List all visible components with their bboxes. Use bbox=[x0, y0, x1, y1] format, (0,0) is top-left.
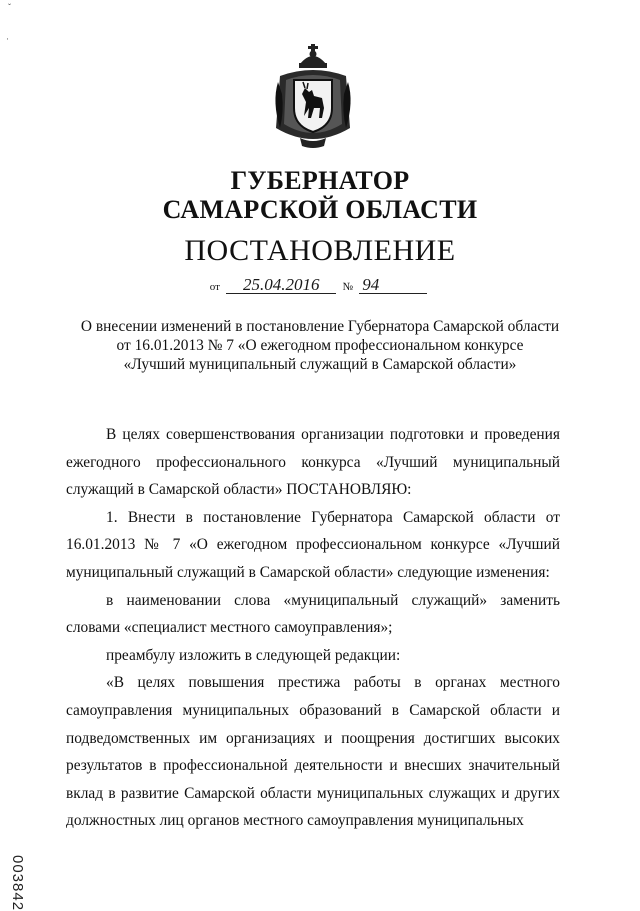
samara-coat-of-arms-icon bbox=[270, 42, 356, 152]
date-number-line bbox=[0, 277, 640, 294]
title-governor: ГУБЕРНАТОР bbox=[230, 166, 410, 195]
title-region: САМАРСКОЙ ОБЛАСТИ bbox=[162, 195, 478, 224]
body-paragraph: в наименовании слова «муниципальный служащий» заменить словами «специалист местного самоуправления»; bbox=[66, 591, 560, 637]
scan-speck: · bbox=[6, 34, 9, 44]
document-title bbox=[60, 317, 580, 374]
document-title-line: от 16.01.2013 № 7 «О ежегодном профессиональном конкурсе bbox=[116, 337, 524, 354]
scan-speck: ˇ bbox=[8, 2, 11, 12]
handwritten-date: 25.04.2016 bbox=[226, 277, 336, 294]
document-title-line: О внесении изменений в постановление Губернатора Самарской области bbox=[80, 318, 560, 335]
body-paragraph: преамбулу изложить в следующей редакции: bbox=[106, 646, 401, 664]
handwritten-number: 94 bbox=[359, 277, 427, 294]
document-type: ПОСТАНОВЛЕНИЕ bbox=[184, 234, 456, 267]
number-label: № bbox=[342, 281, 353, 293]
body-paragraph: В целях совершенствования организации подготовки и проведения ежегодного профессионального конкурса «Лучший муниципальный служащий в Самарской области» ПОСТАНОВЛЯЮ: bbox=[66, 426, 560, 499]
body-paragraph: 1. Внести в постановление Губернатора Самарской области от 16.01.2013 № 7 «О ежегодном профессиональном конкурсе «Лучший муниципальный служащий в Самарской области» следующие изменения: bbox=[66, 508, 560, 581]
body-paragraph: «В целях повышения престижа работы в органах местного самоуправления муниципальных образований в Самарской области и подведомственных им организациях и поощрения достигших высоких результатов в профессиональной деятельности и внесших значительный вклад в развитие Самарской области муниципальных служащих и других должностных лиц органов местного самоуправления муниципальных bbox=[66, 674, 560, 830]
margin-serial-number: 003842 bbox=[9, 855, 26, 911]
document-body bbox=[66, 421, 560, 835]
document-title-line: «Лучший муниципальный служащий в Самарской области» bbox=[123, 356, 517, 373]
date-label: от bbox=[209, 281, 220, 293]
